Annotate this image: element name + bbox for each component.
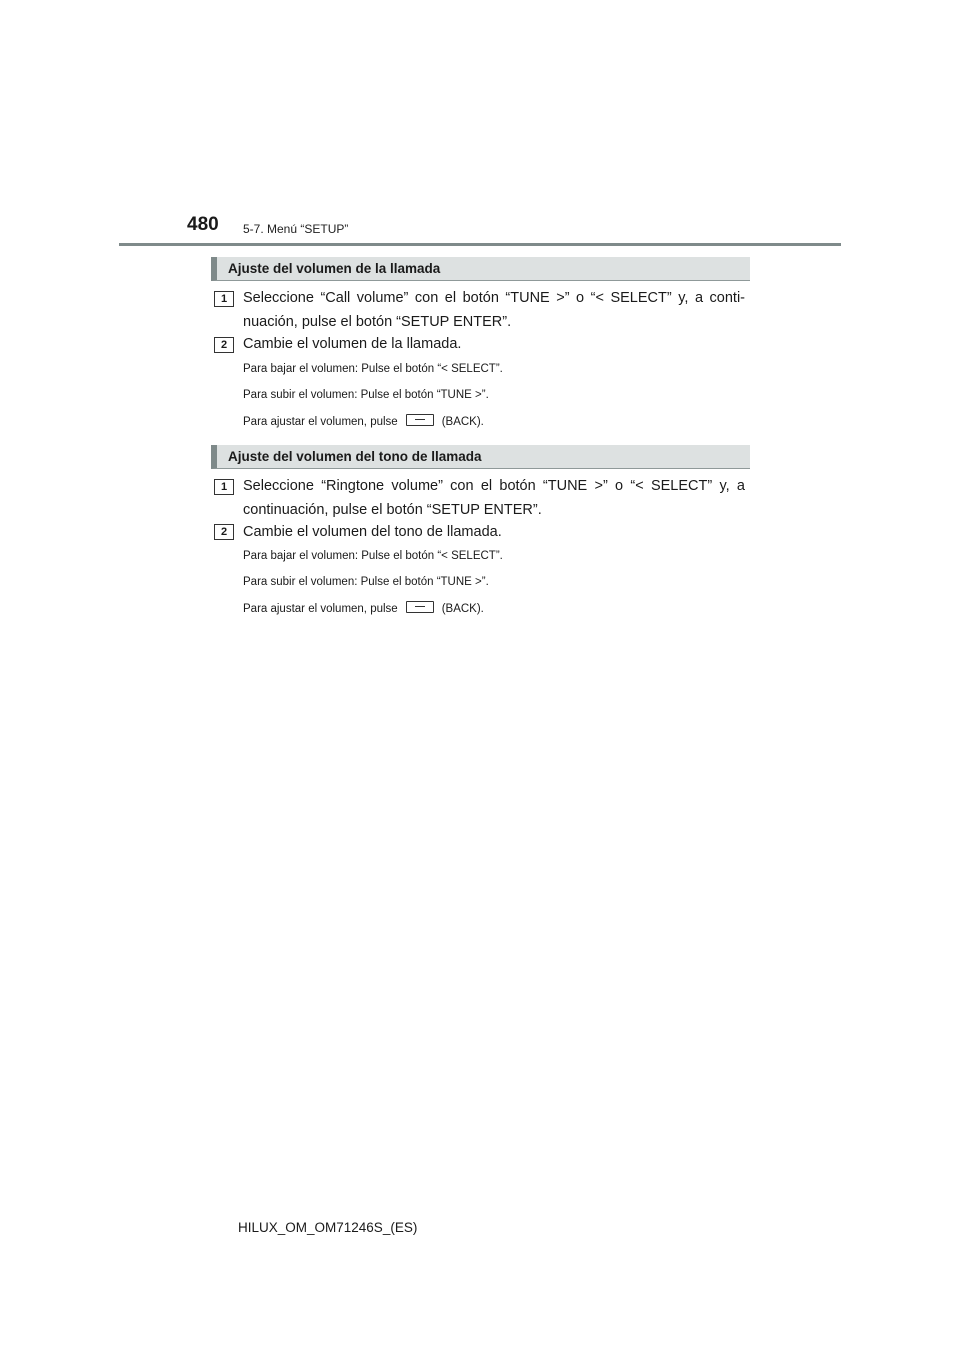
chapter-title: 5-7. Menú “SETUP” xyxy=(243,222,349,236)
back-note-after: (BACK). xyxy=(441,416,484,428)
note-text: Para subir el volumen: Pulse el botón “TUNE >”. xyxy=(243,576,489,588)
section-title: Ajuste del volumen de la llamada xyxy=(228,261,441,276)
step-badge: 1 xyxy=(214,479,234,495)
step-text: Seleccione “Call volume” con el botón “TUNE >” o “< SELECT” y, a conti-nuación, pulse el botón “SETUP ENTER”. xyxy=(243,290,745,330)
section-title: Ajuste del volumen del tono de llamada xyxy=(228,449,482,464)
step-badge: 2 xyxy=(214,524,234,540)
page-number: 480 xyxy=(187,214,219,235)
step-text: Cambie el volumen del tono de llamada. xyxy=(243,524,502,540)
step-text: Cambie el volumen de la llamada. xyxy=(243,336,462,352)
section-heading-call-volume xyxy=(211,257,750,281)
step-badge: 1 xyxy=(214,291,234,307)
back-note xyxy=(243,601,745,617)
header-rule xyxy=(119,243,841,246)
back-note-before: Para ajustar el volumen, pulse xyxy=(243,603,398,615)
back-note-before: Para ajustar el volumen, pulse xyxy=(243,416,398,428)
step-text: Seleccione “Ringtone volume” con el botón “TUNE >” o “< SELECT” y, a continuación, pulse el botón “SETUP ENTER”. xyxy=(243,478,745,518)
back-button-icon xyxy=(406,414,434,426)
note-text: Para bajar el volumen: Pulse el botón “< SELECT”. xyxy=(243,363,503,375)
note-text: Para bajar el volumen: Pulse el botón “< SELECT”. xyxy=(243,550,503,562)
back-note xyxy=(243,414,745,430)
back-button-icon xyxy=(406,601,434,613)
footer-code: HILUX_OM_OM71246S_(ES) xyxy=(238,1220,418,1235)
step-badge: 2 xyxy=(214,337,234,353)
note-text: Para subir el volumen: Pulse el botón “TUNE >”. xyxy=(243,389,489,401)
back-note-after: (BACK). xyxy=(441,603,484,615)
section-heading-ringtone-volume xyxy=(211,445,750,469)
